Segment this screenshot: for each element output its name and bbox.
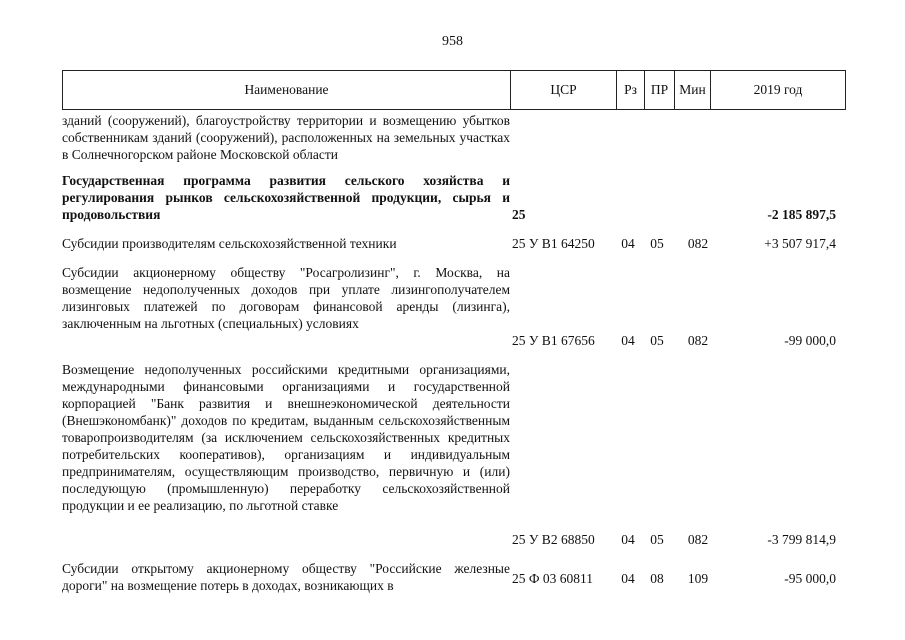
- page-number: 958: [442, 34, 463, 49]
- row-csr: 25 Ф 03 60811: [512, 571, 594, 586]
- header-year: 2019 год: [753, 82, 803, 97]
- row-min: 082: [687, 532, 709, 547]
- row-name: Государственная программа развития сельского хозяйства и регулирования рынков сельскохозяйственной продукции, сырья и продовольствия: [62, 173, 510, 222]
- row-pr: 08: [650, 571, 664, 586]
- row-rz: 04: [621, 571, 635, 586]
- row-csr: 25: [512, 207, 526, 222]
- header-rz: Рз: [617, 71, 645, 109]
- row-amount: -99 000,0: [784, 333, 836, 348]
- row-rz: 04: [621, 532, 635, 547]
- row-csr: 25 У В1 67656: [512, 333, 595, 348]
- header-csr: ЦСР: [511, 71, 617, 109]
- row-min: 082: [687, 333, 709, 348]
- header-name: Наименование: [63, 71, 511, 109]
- row-rz: 04: [621, 236, 635, 251]
- row-csr: 25 У В2 68850: [512, 532, 595, 547]
- row-rz: 04: [621, 333, 635, 348]
- header-min: Мин: [675, 71, 711, 109]
- row-pr: 05: [650, 532, 664, 547]
- row-name: Субсидии акционерному обществу "Росагролизинг", г. Москва, на возмещение недополученных доходов при уплате лизингополучателем лизинговых платежей по договорам финансовой аренды (лизинга), заключенным на льготных (специальных) условиях: [62, 265, 510, 331]
- row-csr: 25 У В1 64250: [512, 236, 595, 251]
- row-name: Возмещение недополученных российскими кредитными организациями, международными финансовыми организациями и государственной корпорацией "Банк развития и внешнеэкономической деятельности (Внешэкономбанк)" доходов по кредитам, выданным сельскохозяйственным товаропроизводителям (за исключением сельскохозяйственных кредитных потребительских кооперативов), организациям и индивидуальным предпринимателям, осуществляющим производство, первичную и (или) последующую (промышленную) переработку сельскохозяйственной продукции и ее реализацию, по льготной ставке: [62, 362, 510, 513]
- row-min: 082: [687, 236, 709, 251]
- row-amount: -2 185 897,5: [767, 207, 836, 222]
- row-name: зданий (сооружений), благоустройству территории и возмещению убытков собственникам зданий (сооружений), расположенных на земельных участках в Солнечногорском районе Московской области: [62, 113, 510, 162]
- row-min: 109: [687, 571, 709, 586]
- row-amount: -3 799 814,9: [767, 532, 836, 547]
- header-pr: ПР: [645, 71, 675, 109]
- row-amount: -95 000,0: [784, 571, 836, 586]
- row-pr: 05: [650, 236, 664, 251]
- row-name: Субсидии производителям сельскохозяйственной техники: [62, 236, 397, 251]
- row-amount: +3 507 917,4: [764, 236, 836, 251]
- row-pr: 05: [650, 333, 664, 348]
- row-name: Субсидии открытому акционерному обществу "Российские железные дороги" на возмещение потерь в доходах, возникающих в: [62, 561, 510, 593]
- table-header: [62, 70, 846, 110]
